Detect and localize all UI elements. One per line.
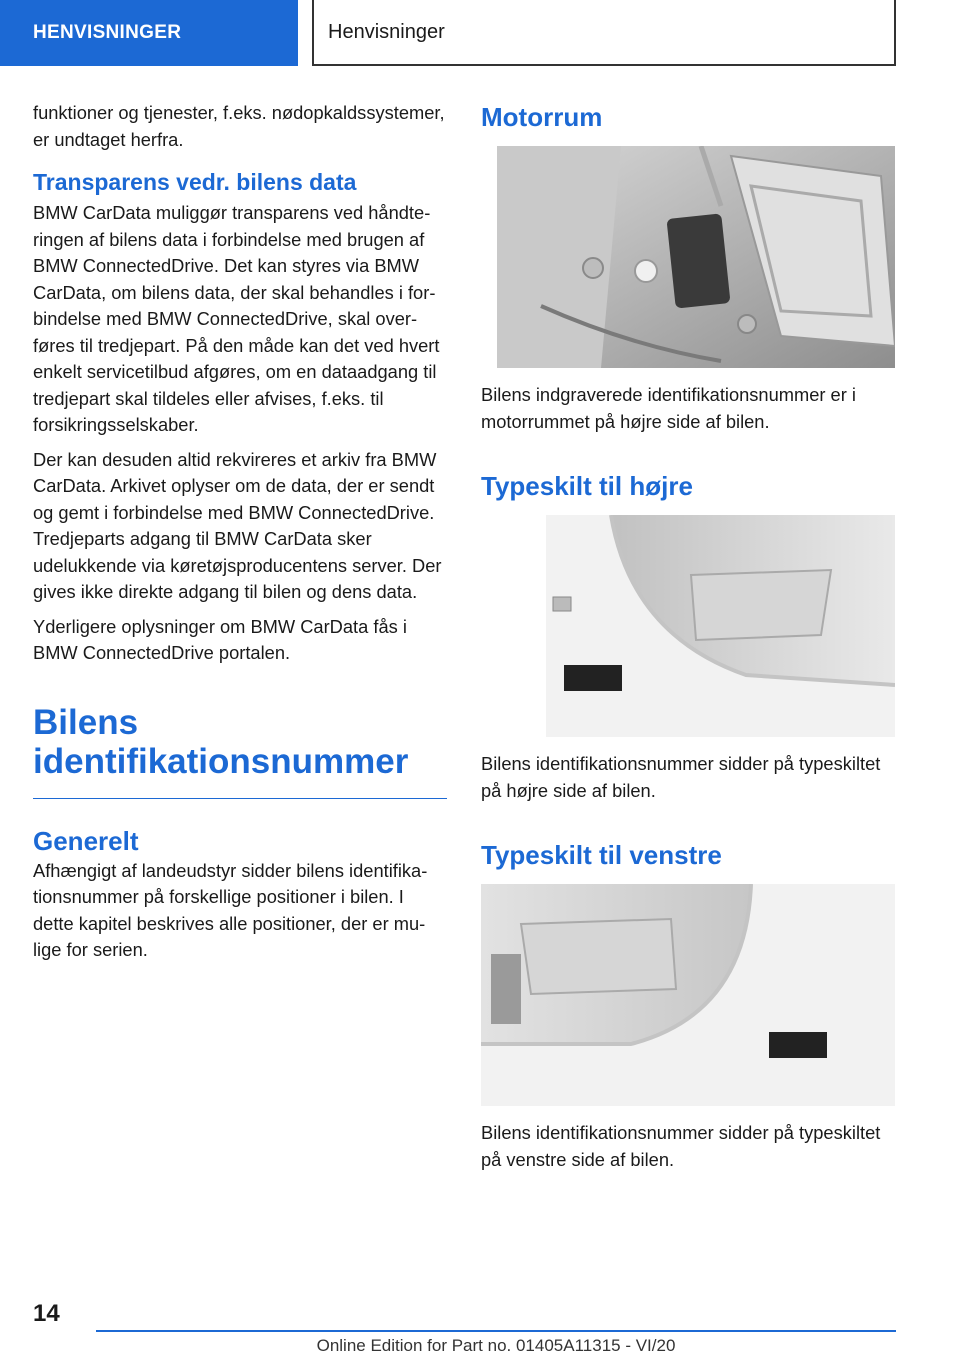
engine-bay-image <box>481 146 895 368</box>
page-number: 14 <box>33 1300 60 1327</box>
page-title: Henvisninger <box>312 0 896 66</box>
transparency-heading: Transparens vedr. bilens data <box>33 169 357 195</box>
vin-heading-line-1: Bilens <box>33 702 139 742</box>
engine-caption: Bilens indgraverede identifikationsnummer er i motorrummet på højre side af bilen. <box>481 384 856 432</box>
right-plate-caption: Bilens identifikationsnummer sidder på typeskiltet på højre side af bilen. <box>481 753 881 801</box>
intro-paragraph: funktioner og tjenester, f.eks. nødopkaldssystemer, er undtaget herfra. <box>33 102 445 150</box>
right-plate-heading: Typeskilt til højre <box>481 471 693 501</box>
left-plate-heading: Typeskilt til venstre <box>481 840 722 870</box>
right-plate-section <box>481 469 895 804</box>
left-column <box>33 100 447 972</box>
general-heading: Generelt <box>33 825 139 856</box>
left-plate-caption: Bilens identifikationsnummer sidder på typeskiltet på venstre side af bilen. <box>481 1122 881 1170</box>
footer-divider <box>96 1330 896 1332</box>
transparency-paragraph-3: Yderligere oplysninger om BMW CarData fås i BMW ConnectedDrive portalen. <box>33 615 407 663</box>
left-type-plate-image <box>481 884 895 1106</box>
vin-heading-line-2: identifikationsnummer <box>33 741 409 781</box>
transparency-paragraph-1: BMW CarData muliggør transparens ved håndteringen af bilens data i forbindelse med brugen af BMW ConnectedDrive. Det kan styres via BMW CarData, om bilens data, der skal behandles i forbindelse med BMW ConnectedDrive, skal overføres til tredjepart. På den måde kan det ved hvert enkelt servicetilbud afgøres, om en dataadgang til tredjepart skal tildeles eller afvises, f.eks. til forsikringsselskaber. <box>33 202 440 435</box>
section-tab[interactable]: HENVISNINGER <box>0 0 298 66</box>
engine-heading: Motorrum <box>481 102 603 132</box>
left-plate-section <box>481 838 895 1173</box>
engine-section <box>481 100 895 435</box>
transparency-paragraph-2: Der kan desuden altid rekvireres et arkiv fra BMW CarData. Arkivet oplyser om de data, der er sendt og gemt i forbindelse med BMW ConnectedDrive. Tredjeparts adgang til BMW CarData sker udelukkende via køretøjsproducentens server. Der gives ikke direkte adgang til bilen og dens data. <box>33 448 442 602</box>
right-column <box>481 100 895 1207</box>
vin-main-heading <box>33 703 447 799</box>
footer-edition: Online Edition for Part no. 01405A11315 - VI/20 <box>316 1336 676 1355</box>
general-paragraph: Afhængigt af landeudstyr sidder bilens identifikationsnummer på forskellige positioner i bilen. I dette kapitel beskrives alle positioner, der er mulige for serien. <box>33 859 428 960</box>
right-type-plate-image <box>481 515 895 737</box>
